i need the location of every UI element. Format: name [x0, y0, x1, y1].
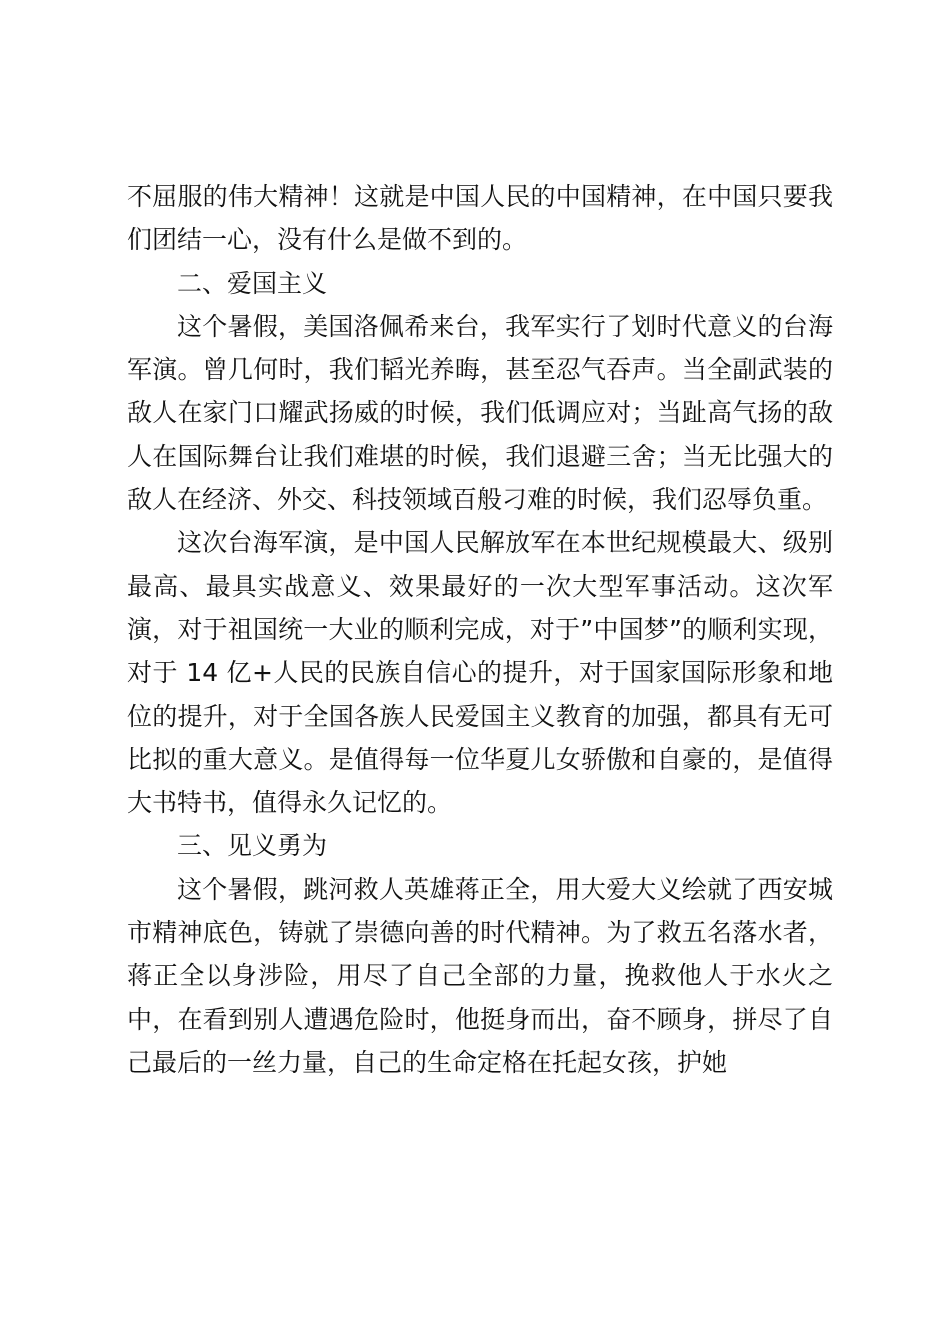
section-heading-bravery: 三、见义勇为	[177, 831, 328, 861]
document-body	[127, 175, 833, 1084]
paragraph-hero-rescue: 这个暑假，跳河救人英雄蒋正全，用大爱大义绘就了西安城市精神底色，铸就了崇德向善的时代精神。为了救五名落水者，蒋正全以身涉险，用尽了自己全部的力量，挽救他人于水火之中，在看到别人遭遇危险时，他挺身而出，奋不顾身，拼尽了自己最后的一丝力量，自己的生命定格在托起女孩，护她	[127, 874, 833, 1077]
section-heading-patriotism: 二、爱国主义	[177, 268, 328, 298]
paragraph-summer-drill: 这个暑假，美国洛佩希来台，我军实行了划时代意义的台海军演。曾几何时，我们韬光养晦，甚至忍气吞声。当全副武装的敌人在家门口耀武扬威的时候，我们低调应对；当趾高气扬的敌人在国际舞台让我们难堪的时候，我们退避三舍；当无比强大的敌人在经济、外交、科技领域百般刁难的时候，我们忍辱负重。	[127, 311, 833, 515]
paragraph-continued: 不屈服的伟大精神！这就是中国人民的中国精神，在中国只要我们团结一心，没有什么是做不到的。	[127, 182, 833, 255]
paragraph-drill-significance: 这次台海军演，是中国人民解放军在本世纪规模最大、级别最高、最具实战意义、效果最好的一次大型军事活动。这次军演，对于祖国统一大业的顺利完成，对于”中国梦”的顺利实现，对于 14 亿+人民的民族自信心的提升，对于国家国际形象和地位的提升，对于全国各族人民爱国主义教育的加强，都具有无可比拟的重大意义。是值得每一位华夏儿女骄傲和自豪的，是值得大书特书，值得永久记忆的。	[127, 528, 833, 818]
